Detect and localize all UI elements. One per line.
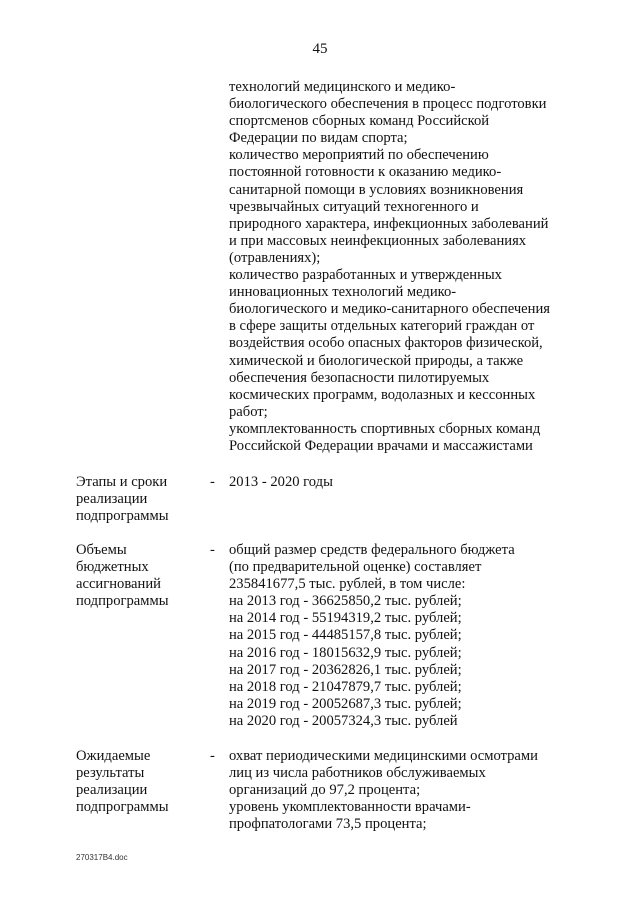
- section-label: [76, 542, 216, 610]
- section-content-line: на 2019 год - 20052687,3 тыс. рублей;: [229, 695, 462, 712]
- section-content-line: уровень укомплектованности врачами-: [229, 799, 471, 816]
- intro-line: санитарной помощи в условиях возникновения: [229, 181, 524, 198]
- section-label: [76, 748, 216, 816]
- intro-line: количество разработанных и утвержденных: [229, 267, 502, 284]
- section-content: [229, 748, 574, 833]
- intro-line: обеспечения безопасности пилотируемых: [229, 369, 490, 386]
- section-content-line: на 2014 год - 55194319,2 тыс. рублей;: [229, 610, 462, 627]
- section-label-line: Ожидаемые: [76, 748, 151, 764]
- intro-line: количество мероприятий по обеспечению: [229, 147, 489, 164]
- intro-line: космических программ, водолазных и кессонных: [229, 386, 536, 403]
- section-label-line: бюджетных: [76, 559, 149, 576]
- section-content-line: на 2018 год - 21047879,7 тыс. рублей;: [229, 678, 462, 695]
- section-label-line: подпрограммы: [76, 593, 169, 610]
- intro-line: постоянной готовности к оказанию медико-: [229, 164, 502, 181]
- section-label-line: подпрограммы: [76, 799, 169, 816]
- section-content: [229, 542, 574, 730]
- intro-line: природного характера, инфекционных заболеваний: [229, 215, 549, 232]
- section-label-line: результаты: [76, 765, 145, 782]
- intro-line: и при массовых неинфекционных заболеваниях: [229, 232, 527, 249]
- section-label-line: реализации: [76, 491, 148, 508]
- page-number: 45: [312, 41, 328, 57]
- section-label: [76, 474, 216, 525]
- section-content-line: на 2020 год - 20057324,3 тыс. рублей: [229, 712, 458, 729]
- intro-line: биологического и медико-санитарного обеспечения: [229, 301, 550, 318]
- intro-line: воздействия особо опасных факторов физической,: [229, 335, 543, 352]
- section-content-line: профпатологами 73,5 процента;: [229, 816, 427, 833]
- section-content-line: 2013 - 2020 годы: [229, 474, 333, 490]
- section-content-line: организаций до 97,2 процента;: [229, 782, 421, 799]
- section-content-line: общий размер средств федерального бюджета: [229, 542, 515, 558]
- section-label-line: ассигнований: [76, 576, 161, 593]
- section-content-line: лиц из числа работников обслуживаемых: [229, 765, 486, 782]
- section-label-line: Объемы: [76, 542, 127, 558]
- section-label-line: подпрограммы: [76, 508, 169, 525]
- intro-line: биологического обеспечения в процесс подготовки: [229, 96, 547, 113]
- intro-line: Российской Федерации врачами и массажистами: [229, 437, 533, 454]
- section-dash: -: [210, 542, 215, 558]
- section-label-line: Этапы и сроки: [76, 474, 168, 490]
- intro-line: инновационных технологий медико-: [229, 284, 457, 301]
- section-content-line: на 2016 год - 18015632,9 тыс. рублей;: [229, 644, 462, 661]
- intro-line: (отравлениях);: [229, 249, 321, 266]
- section-content-line: на 2015 год - 44485157,8 тыс. рублей;: [229, 627, 462, 644]
- section-label-line: реализации: [76, 782, 148, 799]
- intro-line: химической и биологической природы, а также: [229, 352, 524, 369]
- section-content: [229, 474, 574, 491]
- section-content-line: (по предварительной оценке) составляет: [229, 559, 482, 576]
- intro-line: работ;: [229, 403, 268, 420]
- intro-line: укомплектованность спортивных сборных команд: [229, 420, 541, 437]
- section-content-line: 235841677,5 тыс. рублей, в том числе:: [229, 576, 466, 593]
- intro-line: в сфере защиты отдельных категорий граждан от: [229, 318, 535, 335]
- intro-line: Федерации по видам спорта;: [229, 130, 408, 147]
- section-content-line: на 2013 год - 36625850,2 тыс. рублей;: [229, 593, 462, 610]
- intro-line: чрезвычайных ситуаций техногенного и: [229, 198, 479, 215]
- section-content-line: охват периодическими медицинскими осмотрами: [229, 748, 538, 764]
- intro-text-block: [229, 79, 569, 455]
- document-file-name: 270317В4.doc: [76, 853, 128, 862]
- section-dash: -: [210, 748, 215, 764]
- intro-line: спортсменов сборных команд Российской: [229, 113, 490, 130]
- section-content-line: на 2017 год - 20362826,1 тыс. рублей;: [229, 661, 462, 678]
- intro-line: технологий медицинского и медико-: [229, 79, 456, 95]
- section-dash: -: [210, 474, 215, 490]
